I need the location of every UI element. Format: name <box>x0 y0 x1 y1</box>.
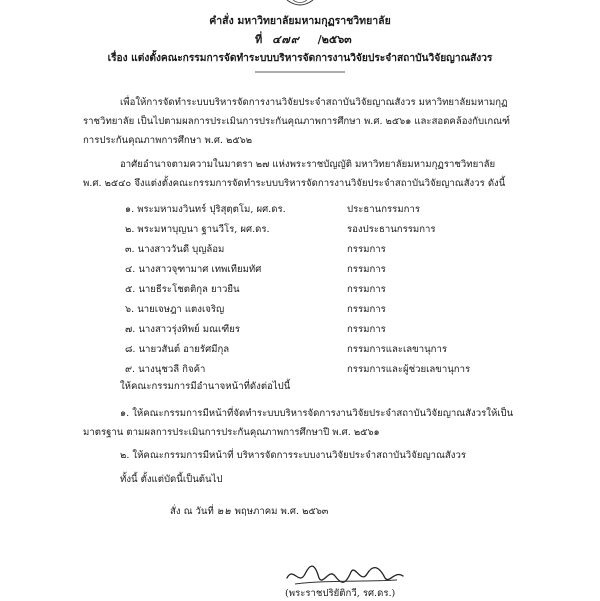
member-row <box>0 202 600 218</box>
duty-1-line-1: ๑. ให้คณะกรรมการมีหน้าที่จัดทำระบบบริหารจัดการงานวิจัยประจำสถาบันวิจัยญาณสังวรให้เป็น <box>120 408 514 419</box>
order-number-prefix: ที่ <box>255 33 263 46</box>
authority-line-2: พ.ศ. ๒๕๔๐ จึงแต่งตั้งคณะกรรมการจัดทำระบบบริหารจัดการงานวิจัยประจำสถาบันวิจัยญาณสังวร ดังนี้ <box>83 178 506 189</box>
member-role: กรรมการ <box>347 264 386 275</box>
duty-2: ๒. ให้คณะกรรมการมีหน้าที่ บริหารจัดการระบบงานวิจัยประจำสถาบันวิจัยญาณสังวร <box>120 450 466 461</box>
member-role: กรรมการ <box>347 304 386 315</box>
member-role: กรรมการและเลขานุการ <box>347 344 448 355</box>
order-number-handwritten: ๔๗๙ <box>272 33 300 46</box>
member-name: ๕. นายธีระโชตติกุล ยาวยืน <box>125 284 240 295</box>
header-divider <box>255 70 345 74</box>
order-date <box>170 502 328 521</box>
authority-line-1: อาศัยอำนาจตามความในมาตรา ๒๗ แห่งพระราชบัญญัติ มหาวิทยาลัยมหามกุฏราชวิทยาลัย <box>120 159 496 170</box>
member-row <box>0 282 600 298</box>
member-row <box>0 222 600 238</box>
member-row <box>0 262 600 278</box>
order-title: คำสั่ง มหาวิทยาลัยมหามกุฏราชวิทยาลัย <box>209 15 391 27</box>
order-subject: เรื่อง แต่งตั้งคณะกรรมการจัดทำระบบบริหารจัดการงานวิจัยประจำสถาบันวิจัยญาณสังวร <box>107 52 493 64</box>
member-row <box>0 322 600 338</box>
member-role: รองประธานกรรมการ <box>347 224 436 235</box>
member-role: กรรมการและผู้ช่วยเลขานุการ <box>347 364 471 375</box>
member-role: กรรมการ <box>347 324 386 335</box>
order-date-prefix: สั่ง ณ วันที่ <box>170 506 214 517</box>
member-name: ๔. นางสาวจุฑามาศ เทพเทียมทัศ <box>125 264 262 275</box>
order-date-rest: พฤษภาคม พ.ศ. ๒๕๖๓ <box>234 506 329 517</box>
member-row <box>0 242 600 258</box>
intro-line-3: การประกันคุณภาพการศึกษา พ.ศ. ๒๕๖๒ <box>83 135 253 146</box>
member-role: กรรมการ <box>347 284 386 295</box>
member-name: ๙. นางนุชวลี กิจค้า <box>125 364 206 375</box>
duties-intro: ให้คณะกรรมการมีอำนาจหน้าที่ดังต่อไปนี้ <box>120 381 291 392</box>
order-number-year: /๒๕๖๓ <box>317 33 352 46</box>
university-seal-icon <box>285 0 315 8</box>
member-role: กรรมการ <box>347 244 386 255</box>
intro-line-1: เพื่อให้การจัดทำระบบบริหารจัดการงานวิจัยประจำสถาบันวิจัยญาณสังวร มหาวิทยาลัยมหามกุฏ <box>120 97 508 108</box>
member-row <box>0 302 600 318</box>
signer-name: (พระราชปริยัติกวี, รศ.ดร.) <box>285 588 396 599</box>
effective-statement: ทั้งนี้ ตั้งแต่บัดนี้เป็นต้นไป <box>120 474 223 485</box>
member-name: ๓. นางสาววันดี บุญล้อม <box>125 244 225 255</box>
member-name: ๑. พระมหามงวินทร์ ปุริสุตฺตโม, ผศ.ดร. <box>125 204 286 215</box>
order-date-day: ๒๒ <box>216 506 232 517</box>
member-name: ๖. นายเจษฎา แตงเจริญ <box>125 304 225 315</box>
order-number <box>255 30 352 48</box>
member-name: ๘. นายวสันต์ อายรัศมีกุล <box>125 344 230 355</box>
member-row <box>0 362 600 378</box>
member-row <box>0 342 600 358</box>
member-role: ประธานกรรมการ <box>347 204 420 215</box>
member-name: ๒. พระมหาบุญนา ฐานวีโร, ผศ.ดร. <box>125 224 270 235</box>
intro-line-2: ราชวิทยาลัย เป็นไปตามผลการประเมินการประกันคุณภาพการศึกษา พ.ศ. ๒๕๖๑ และสอดคล้องกับเกณฑ์ <box>83 116 511 127</box>
member-name: ๗. นางสาวรุ่งทิพย์ มณเฑียร <box>125 324 240 335</box>
duty-1-line-2: มาตรฐาน ตามผลการประเมินการประกันคุณภาพการศึกษาปี พ.ศ. ๒๕๖๑ <box>83 427 380 438</box>
